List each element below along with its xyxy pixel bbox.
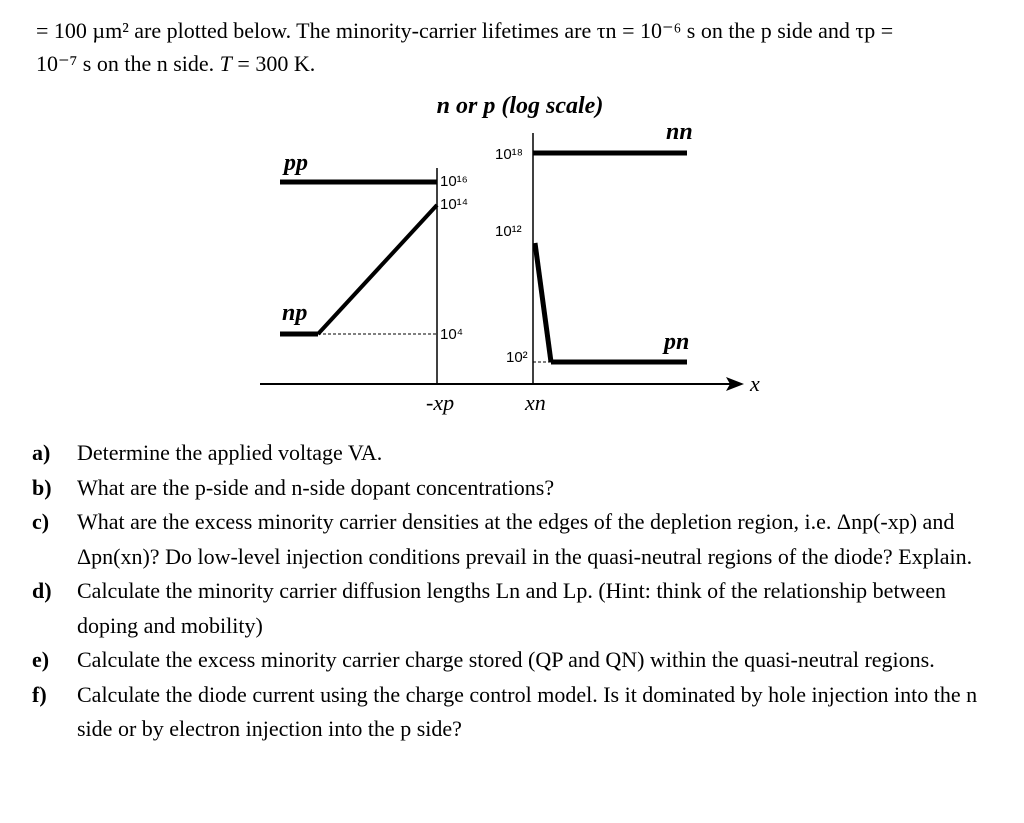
pn-label: pn [664, 329, 690, 355]
question-c [32, 505, 1007, 574]
tick-1e18: 10¹⁸ [495, 146, 524, 163]
question-label: a) [32, 440, 51, 465]
temperature-value: = 300 K. [237, 51, 316, 76]
xn-tick-label: xn [525, 390, 546, 415]
question-label: b) [32, 474, 52, 500]
question-text: What are the p-side and n-side dopant concentrations? [77, 474, 555, 500]
question-list [32, 436, 1007, 747]
tick-1e4: 10⁴ [440, 326, 464, 343]
tick-1e2: 10² [506, 349, 528, 366]
question-e [32, 643, 1007, 678]
temperature-symbol: T [219, 51, 232, 76]
pn-excess-curve [535, 243, 551, 362]
xp-tick-label: -xp [426, 390, 455, 415]
question-text: Calculate the excess minority carrier charge stored (QP and QN) within the quasi-neutral regions. [77, 647, 935, 672]
nn-label: nn [666, 119, 693, 145]
question-label: f) [32, 681, 47, 707]
x-axis-label: x [750, 371, 760, 396]
question-text: Calculate the diode current using the charge control model. Is it dominated by hole injection into the n side or by electron injection into the p side? [77, 681, 978, 741]
question-text: What are the excess minority carrier densities at the edges of the depletion region, i.e. Δnp(-xp) and Δpn(xn)? Do low-level injection conditions prevail in the quasi-neutral regions of the diode? Explain. [77, 509, 973, 569]
pp-label: pp [284, 150, 308, 176]
question-text: Calculate the minority carrier diffusion lengths Ln and Lp. (Hint: think of the relationship between doping and mobility) [77, 578, 946, 638]
tau-n-value: = 10⁻⁶ s on the p side and [622, 18, 850, 43]
question-b [32, 471, 1007, 506]
question-label: e) [32, 647, 50, 672]
question-f [32, 678, 1007, 747]
question-a [32, 436, 1007, 471]
np-excess-curve [318, 205, 437, 334]
tau-p-symbol: τp [855, 18, 876, 43]
tau-p-value: = [880, 18, 894, 43]
question-d [32, 574, 1007, 643]
question-label: d) [32, 578, 52, 603]
figure-title: n or p (log scale) [436, 93, 604, 119]
tick-1e12: 10¹² [495, 223, 522, 240]
question-label: c) [32, 509, 50, 534]
tick-1e14: 10¹⁴ [440, 196, 469, 213]
np-label: np [282, 300, 308, 326]
tau-n-symbol: τn [596, 18, 617, 43]
tick-1e16: 10¹⁶ [440, 173, 468, 190]
question-text: Determine the applied voltage VA. [77, 440, 383, 465]
intro-area-text: = 100 µm² are plotted below. The minority-carrier lifetimes are [36, 18, 592, 43]
tau-p-lifetime: 10⁻⁷ s on the n side. [36, 51, 215, 76]
